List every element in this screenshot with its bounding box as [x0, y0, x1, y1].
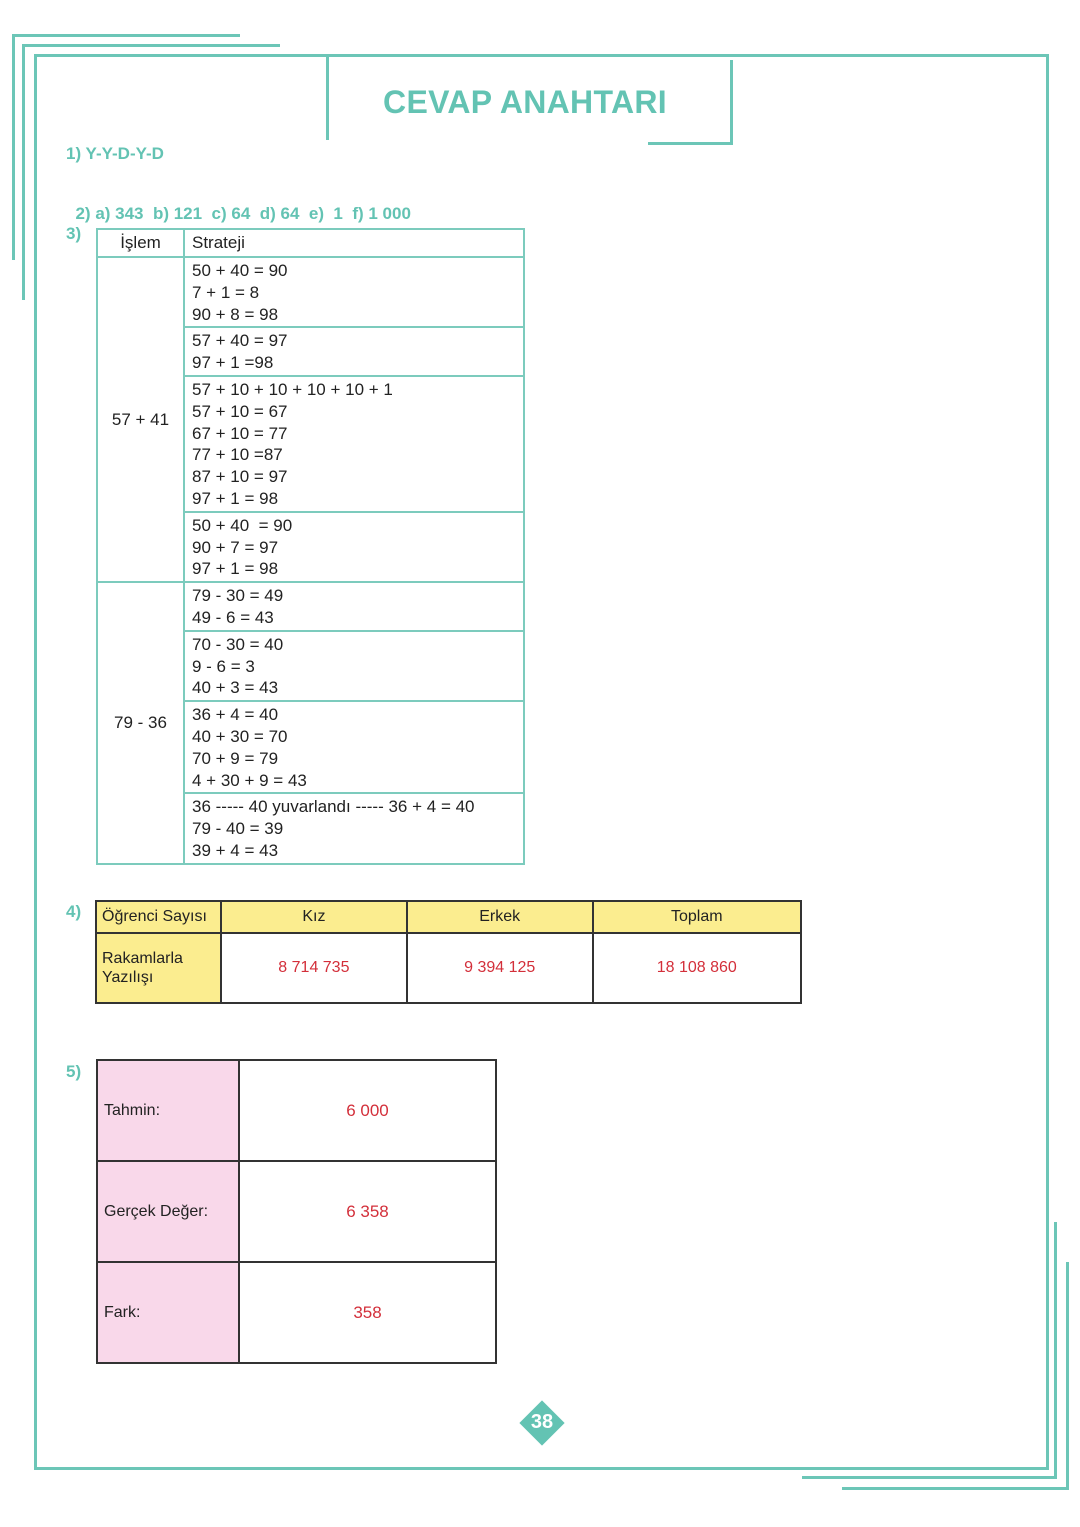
strategy-cell [184, 701, 524, 793]
question-4-label: 4) [66, 902, 82, 921]
strategy-cell [184, 631, 524, 701]
table-row [97, 257, 524, 327]
column-header-girls: Kız [221, 901, 407, 933]
strategy-line: 40 + 3 = 43 [192, 678, 279, 698]
frame-line [842, 1487, 1069, 1490]
question-1 [66, 144, 164, 164]
strategy-line: 70 + 9 = 79 [192, 748, 279, 768]
question-3-label: 3) [66, 224, 82, 243]
title-frame-line [648, 142, 733, 145]
strategy-line: 36 + 4 = 40 [192, 705, 279, 725]
table-row [96, 933, 801, 1003]
strategy-line: 49 - 6 = 43 [192, 607, 274, 627]
strategy-line: 77 + 10 =87 [192, 445, 283, 465]
strategy-line: 7 + 1 = 8 [192, 282, 260, 302]
strategy-line: 90 + 7 = 97 [192, 537, 279, 557]
question-1-label: 1) [66, 144, 82, 163]
value-boys: 9 394 125 [407, 933, 593, 1003]
title-frame-line [326, 54, 329, 140]
table-header-row [97, 229, 524, 257]
table-header-row [96, 901, 801, 933]
strategy-line: 9 - 6 = 3 [192, 656, 255, 676]
question-5-label: 5) [66, 1062, 82, 1081]
strategy-line: 87 + 10 = 97 [192, 467, 288, 487]
row-label-actual-value: Gerçek Değer: [97, 1161, 239, 1262]
strategy-line: 79 - 40 = 39 [192, 819, 284, 839]
frame-line [34, 54, 37, 1470]
estimate-table [96, 1059, 497, 1364]
column-header-strategy: Strateji [184, 229, 524, 257]
strategy-line: 97 + 1 = 98 [192, 488, 279, 508]
strategy-line: 50 + 40 = 90 [192, 515, 293, 535]
value-difference: 358 [239, 1262, 496, 1363]
frame-line [12, 34, 15, 260]
operation-cell: 79 - 36 [97, 582, 184, 864]
strategy-cell [184, 793, 524, 863]
strategy-line: 50 + 40 = 90 [192, 261, 288, 280]
table-row [97, 1262, 496, 1363]
strategy-line: 79 - 30 = 49 [192, 586, 284, 606]
frame-line [34, 54, 1049, 57]
frame-line [22, 44, 25, 300]
question-2 [66, 184, 411, 224]
strategy-line: 97 + 1 =98 [192, 353, 274, 373]
row-label-estimate: Tahmin: [97, 1060, 239, 1161]
strategy-cell [184, 582, 524, 631]
column-header-operation: İşlem [97, 229, 184, 257]
column-header-student-count: Öğrenci Sayısı [96, 901, 221, 933]
question-2-answer: a) 343 b) 121 c) 64 d) 64 e) 1 f) 1 000 [95, 204, 411, 223]
strategy-line: 40 + 30 = 70 [192, 726, 288, 746]
column-header-boys: Erkek [407, 901, 593, 933]
strategy-line: 97 + 1 = 98 [192, 559, 279, 579]
strategy-table [96, 228, 525, 865]
row-label-written-in-digits: Rakamlarla Yazılışı [96, 933, 221, 1003]
strategy-line: 67 + 10 = 77 [192, 423, 288, 443]
strategy-line: 4 + 30 + 9 = 43 [192, 770, 307, 790]
column-header-total: Toplam [593, 901, 801, 933]
strategy-line: 57 + 10 = 67 [192, 401, 288, 421]
operation-cell: 57 + 41 [97, 257, 184, 582]
strategy-line: 57 + 40 = 97 [192, 331, 288, 351]
row-label-difference: Fark: [97, 1262, 239, 1363]
value-total: 18 108 860 [593, 933, 801, 1003]
frame-line [1046, 54, 1049, 1470]
strategy-line: 39 + 4 = 43 [192, 840, 279, 860]
value-estimate: 6 000 [239, 1060, 496, 1161]
strategy-cell [184, 257, 524, 327]
strategy-line: 70 - 30 = 40 [192, 634, 284, 654]
title-frame-line [730, 60, 733, 145]
frame-line [22, 44, 280, 47]
value-actual: 6 358 [239, 1161, 496, 1262]
strategy-cell [184, 376, 524, 512]
table-row [97, 582, 524, 631]
frame-line [802, 1476, 1057, 1479]
frame-line [1066, 1262, 1069, 1490]
strategy-cell [184, 512, 524, 582]
frame-line [1054, 1222, 1057, 1478]
table-row [97, 1161, 496, 1262]
frame-line [12, 34, 240, 37]
strategy-line: 36 ----- 40 yuvarlandı ----- 36 + 4 = 40 [192, 797, 475, 817]
strategy-cell [184, 327, 524, 376]
page-number-badge [519, 1400, 565, 1446]
question-2-label: 2) [75, 204, 91, 223]
student-count-table [95, 900, 802, 1004]
page-title: CEVAP ANAHTARI [383, 84, 667, 120]
strategy-line: 90 + 8 = 98 [192, 304, 279, 324]
question-1-answer: Y-Y-D-Y-D [85, 144, 164, 163]
value-girls: 8 714 735 [221, 933, 407, 1003]
strategy-line: 57 + 10 + 10 + 10 + 10 + 1 [192, 379, 393, 399]
page-number: 38 [530, 1411, 554, 1433]
table-row [97, 1060, 496, 1161]
frame-line [34, 1467, 1049, 1470]
